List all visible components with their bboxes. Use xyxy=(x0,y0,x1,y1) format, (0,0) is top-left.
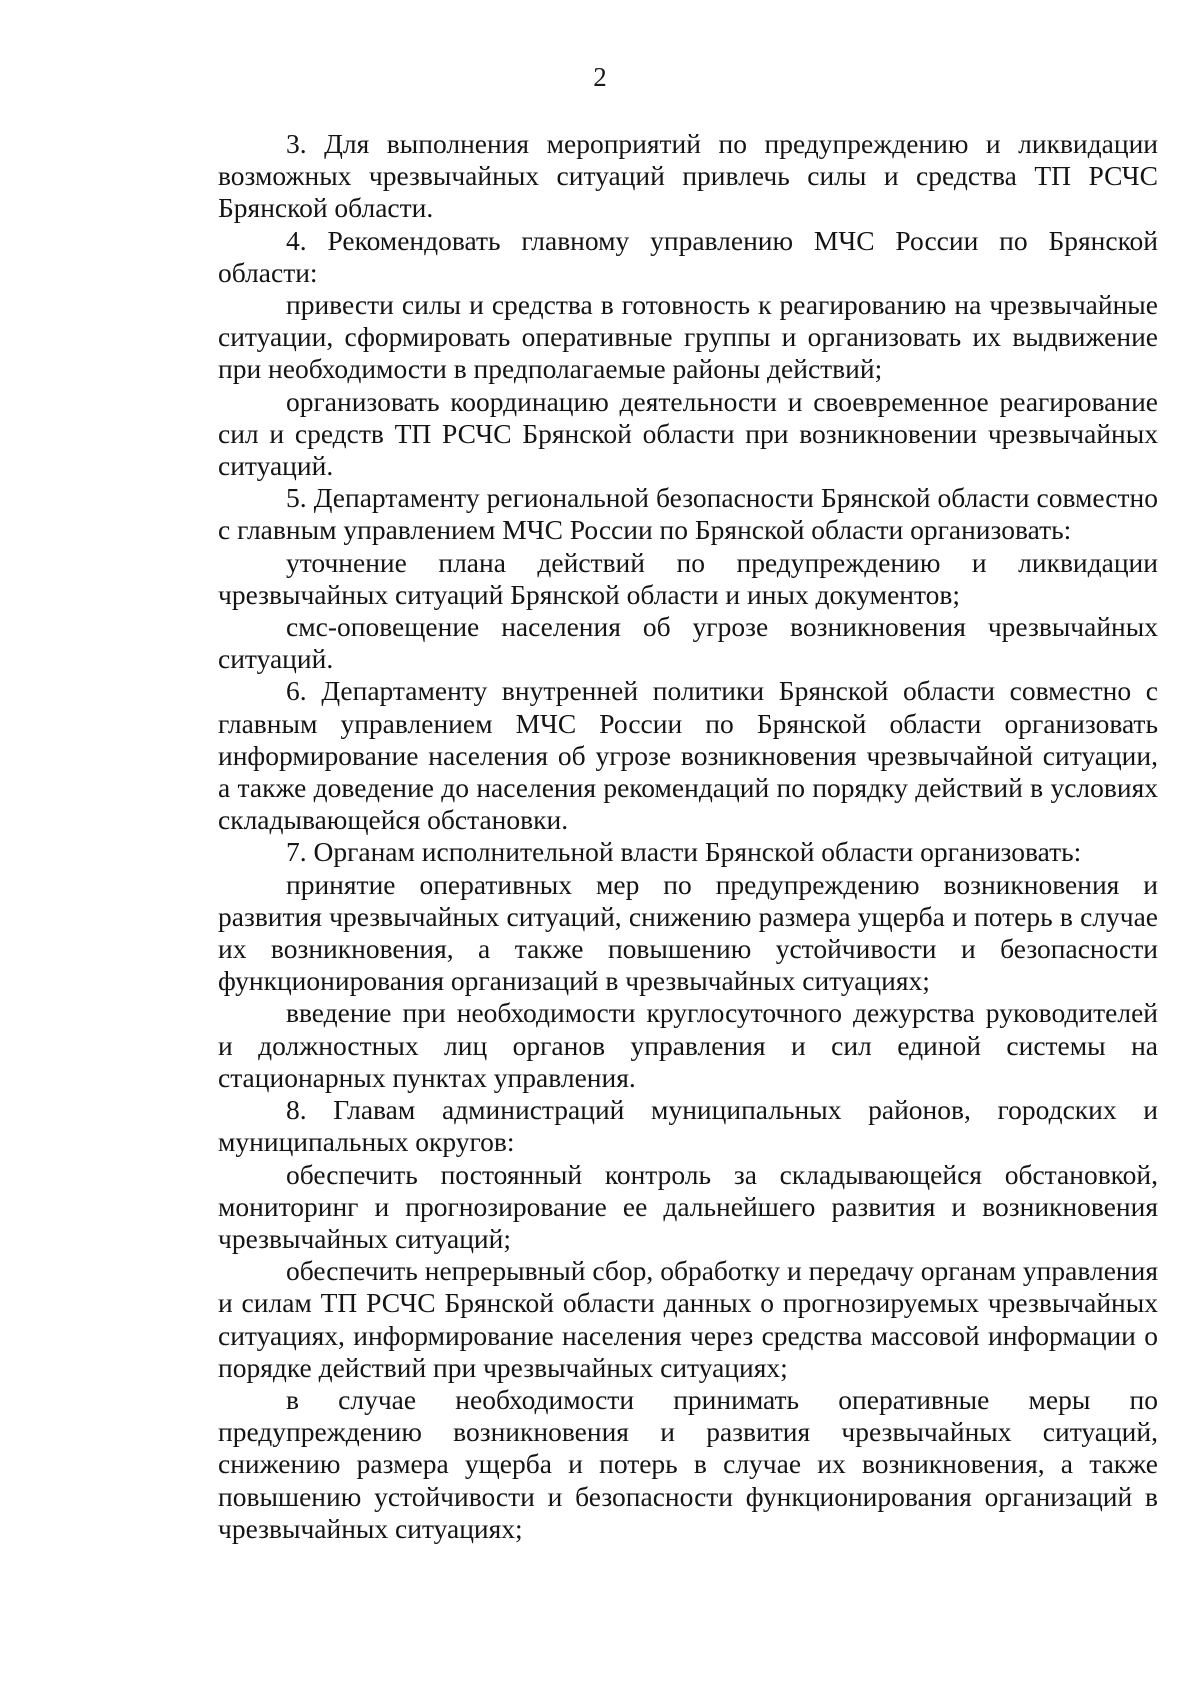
paragraph-8-item-3: в случае необходимости принимать оперативные меры по предупреждению возникновения и развития чрезвычайных ситуаций, снижению размера ущерба и потерь в случае их возникновения, а также повышению устойчивости и безопасности функционирования организаций в чрезвычайных ситуациях; xyxy=(218,1383,1158,1544)
paragraph-7-item-2: введение при необходимости круглосуточного дежурства руководителей и должностных лиц органов управления и сил единой системы на стационарных пунктах управления. xyxy=(218,997,1158,1093)
paragraph-6: 6. Департаменту внутренней политики Брянской области совместно с главным управлением МЧС России по Брянской области организовать информирование населения об угрозе возникновения чрезвычайной ситуации, а также доведение до населения рекомендаций по порядку действий в условиях складывающейся обстановки. xyxy=(218,675,1158,836)
page-number: 2 xyxy=(593,62,607,92)
document-body xyxy=(218,128,1158,1545)
paragraph-5-item-1: уточнение плана действий по предупреждению и ликвидации чрезвычайных ситуаций Брянской области и иных документов; xyxy=(218,546,1158,610)
paragraph-8-item-1: обеспечить постоянный контроль за складывающейся обстановкой, мониторинг и прогнозирование ее дальнейшего развития и возникновения чрезвычайных ситуаций; xyxy=(218,1158,1158,1254)
paragraph-4-item-2: организовать координацию деятельности и своевременное реагирование сил и средств ТП РСЧС Брянской области при возникновении чрезвычайных ситуаций. xyxy=(218,385,1158,482)
paragraph-5-item-2: смс-оповещение населения об угрозе возникновения чрезвычайных ситуаций. xyxy=(218,611,1158,675)
paragraph-7-item-1: принятие оперативных мер по предупреждению возникновения и развития чрезвычайных ситуаций, снижению размера ущерба и потерь в случае их возникновения, а также повышению устойчивости и безопасности функционирования организаций в чрезвычайных ситуациях; xyxy=(218,868,1158,997)
paragraph-7: 7. Органам исполнительной власти Брянской области организовать: xyxy=(286,836,1082,868)
paragraph-8-item-2: обеспечить непрерывный сбор, обработку и передачу органам управления и силам ТП РСЧС Брянской области данных о прогнозируемых чрезвычайных ситуациях, информирование населения через средства массовой информации о порядке действий при чрезвычайных ситуациях; xyxy=(218,1255,1158,1383)
paragraph-4: 4. Рекомендовать главному управлению МЧС России по Брянской области: xyxy=(218,224,1158,288)
paragraph-5: 5. Департаменту региональной безопасности Брянской области совместно с главным управлением МЧС России по Брянской области организовать: xyxy=(218,482,1158,546)
paragraph-3: 3. Для выполнения мероприятий по предупреждению и ликвидации возможных чрезвычайных ситуаций привлечь силы и средства ТП РСЧС Брянской области. xyxy=(218,128,1158,224)
paragraph-4-item-1: привести силы и средства в готовность к реагированию на чрезвычайные ситуации, сформировать оперативные группы и организовать их выдвижение при необходимости в предполагаемые районы действий; xyxy=(218,289,1158,385)
paragraph-8: 8. Главам администраций муниципальных районов, городских и муниципальных округов: xyxy=(218,1094,1158,1158)
